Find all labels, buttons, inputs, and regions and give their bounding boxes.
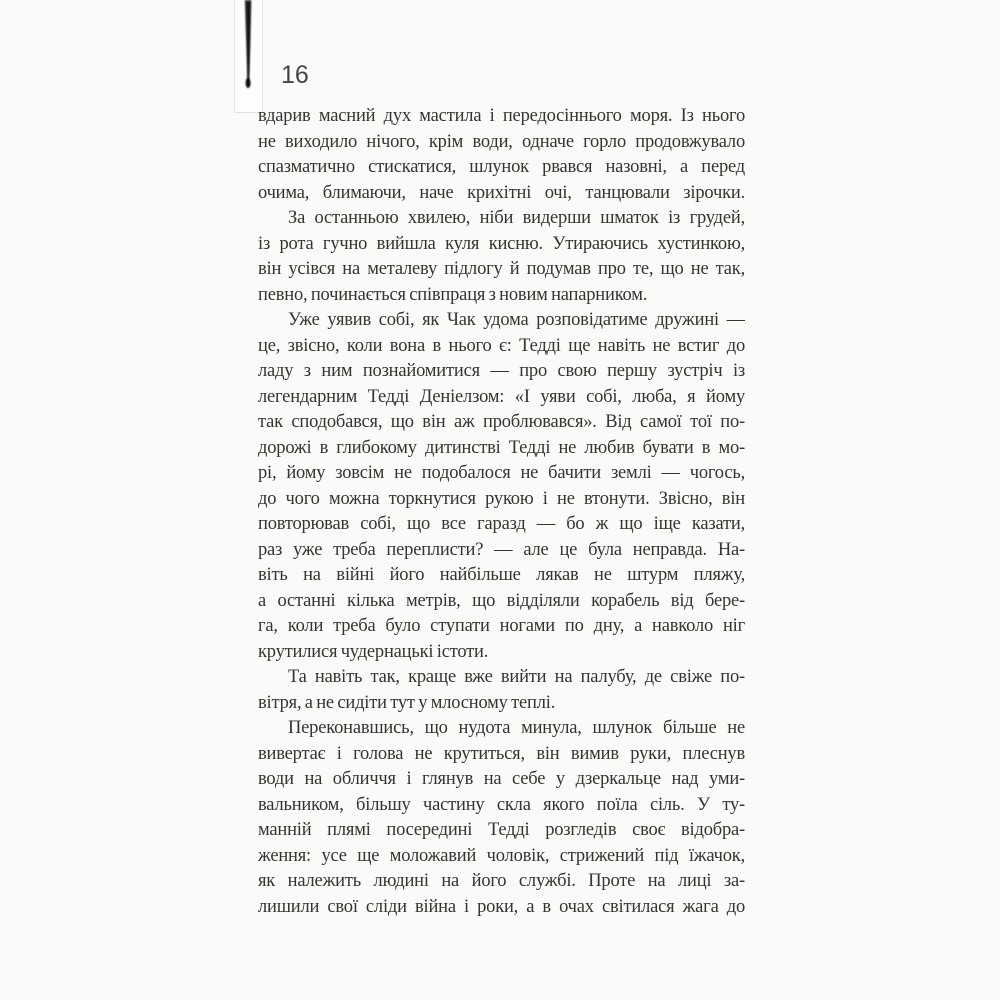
text-line: За останньою хвилею, ніби видерши шматок із грудей,: [288, 208, 745, 228]
text-line: легендарним Тедді Деніелзом: «І уяви собі, люба, я йому: [258, 386, 745, 407]
text-line: Та навіть так, краще вже вийти на палубу, де свіже по-: [288, 667, 745, 687]
text-line: так сподобався, що він аж проблювався». Від самої тої по-: [258, 412, 745, 432]
text-line: рі, йому зовсім не подобалося не бачити землі — чогось,: [258, 463, 745, 483]
text-line: вальником, більшу частину скла якого поїла сіль. У ту-: [258, 794, 745, 815]
text-line: спазматично стискатися, шлунок рвався назовні, а перед: [258, 157, 745, 177]
text-line: вивертає і голова не крутиться, він вимив руки, плеснув: [258, 743, 745, 764]
paragraph: [258, 308, 745, 665]
text-line: як належить людині на його службі. Проте на лиці за-: [258, 871, 745, 891]
paragraph: [258, 206, 745, 308]
text-line: Уже уявив собі, як Чак удома розповідатиме дружині —: [288, 310, 745, 330]
text-line: крутилися чудернацькі істоти.: [258, 641, 489, 662]
text-line: не виходило нічого, крім води, одначе горло продовжувало: [258, 131, 745, 152]
text-line: га, коли треба було ступати ногами по дну, а навколо ніг: [258, 616, 745, 636]
text-line: це, звісно, коли вона в нього є: Тедді ще навіть не встиг до: [258, 335, 745, 356]
text-line: певно, починається співпраця з новим напарником.: [258, 284, 648, 305]
text-block: [258, 104, 745, 920]
paragraph: [258, 665, 745, 716]
text-line: води на обличчя і глянув на себе у дзеркальце над уми-: [258, 769, 745, 789]
text-line: до чого можна торкнутися рукою і не втонути. Звісно, він: [258, 488, 745, 509]
text-line: із рота гучно вийшла куля кисню. Утираючись хустинкою,: [258, 233, 745, 254]
text-line: раз уже треба переплисти? — але це була неправда. На-: [258, 539, 745, 560]
text-line: дорожі в глибокому дитинстві Тедді не любив бувати в мо-: [258, 437, 745, 458]
text-line: Переконавшись, що нудота минула, шлунок більше не: [288, 718, 745, 738]
page-number: 16: [281, 61, 309, 89]
text-line: лишили свої сліди війна і роки, а в очах світилася жага до: [258, 896, 745, 917]
paragraph: [258, 104, 745, 206]
pen-nib-streak-icon: [235, 0, 262, 112]
text-line: ладу з ним познайомитися — про свою першу зустріч із: [258, 361, 745, 381]
bookmark-card: [234, 0, 263, 113]
text-line: вітря, а не сидіти тут у млосному теплі.: [258, 692, 556, 713]
paragraph: [258, 716, 745, 920]
text-line: манній плямі посередині Тедді розгледів своє відобра-: [258, 820, 745, 840]
text-line: а останні кілька метрів, що відділяли корабель від бере-: [258, 590, 745, 611]
text-line: віть на війні його найбільше лякав не штурм пляжу,: [258, 565, 745, 585]
text-line: повторював собі, що все гаразд — бо ж що іще казати,: [258, 514, 745, 534]
text-line: вдарив масний дух мастила і передосіннього моря. Із нього: [258, 106, 745, 126]
text-line: ження: усе ще моложавий чоловік, стрижений під їжачок,: [258, 845, 745, 866]
text-line: очима, блимаючи, наче крихітні очі, танцювали зірочки.: [258, 182, 745, 203]
text-line: він усівся на металеву підлогу й подумав про те, що не так,: [258, 259, 745, 279]
